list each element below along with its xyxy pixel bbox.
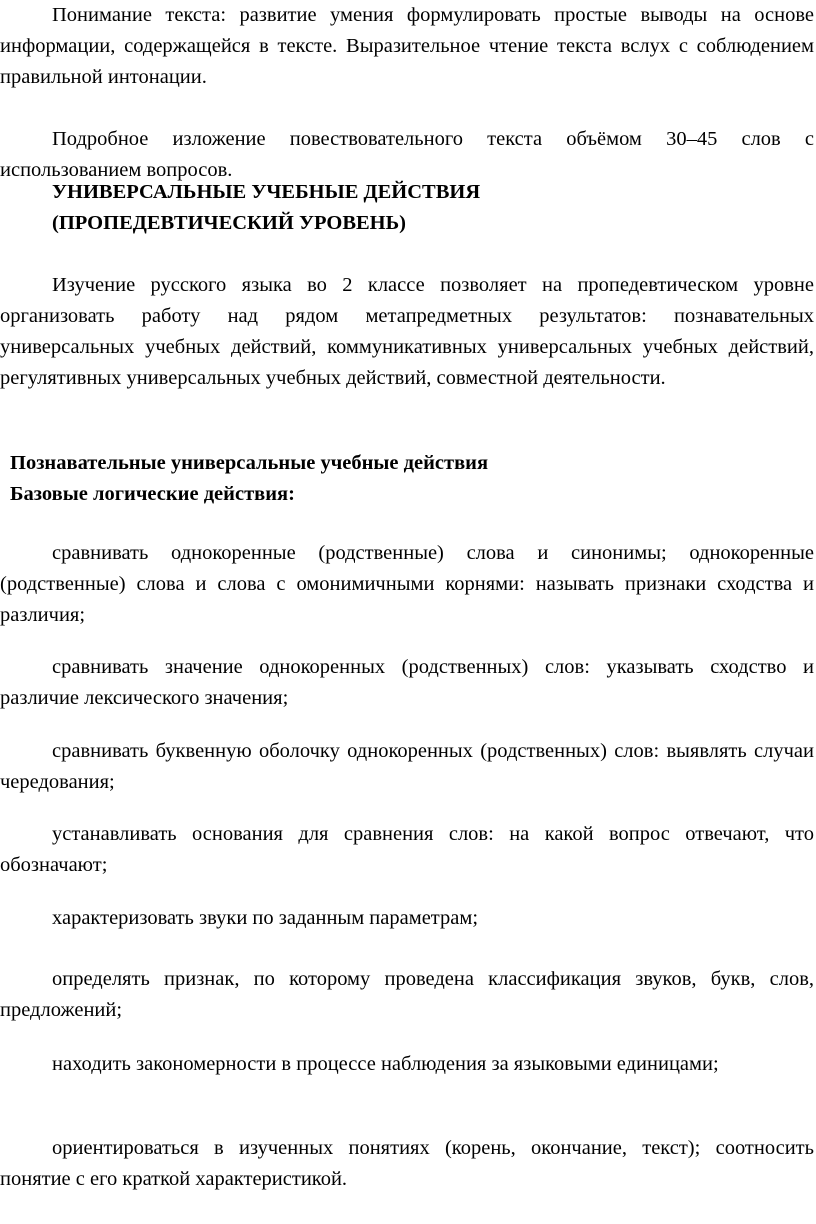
list-item: определять признак, по которому проведена классификация звуков, букв, слов, предложений; bbox=[0, 968, 814, 1021]
intro-paragraph-2: Подробное изложение повествовательного текста объёмом 30–45 слов с использованием вопросов. bbox=[0, 128, 814, 181]
list-item: характеризовать звуки по заданным параметрам; bbox=[52, 907, 479, 929]
list-item: сравнивать буквенную оболочку однокоренных (родственных) слов: выявлять случаи чередования; bbox=[0, 740, 814, 793]
list-item: сравнивать однокоренные (родственные) слова и синонимы; однокоренные (родственные) слова и слова с омонимичными корнями: называть признаки сходства и различия; bbox=[0, 542, 814, 626]
cognitive-title: Познавательные универсальные учебные действия bbox=[10, 452, 489, 474]
list-item: ориентироваться в изученных понятиях (корень, окончание, текст); соотносить понятие с его краткой характеристикой. bbox=[0, 1137, 814, 1190]
section-intro-paragraph: Изучение русского языка во 2 классе позволяет на пропедевтическом уровне организовать работу над рядом метапредметных результатов: познавательных универсальных учебных действий, коммуникативных универсальных учебных действий, регулятивных универсальных учебных действий, совместной деятельности. bbox=[0, 274, 814, 389]
intro-paragraph-1: Понимание текста: развитие умения формулировать простые выводы на основе информации, содержащейся в тексте. Выразительное чтение текста вслух с соблюдением правильной интонации. bbox=[0, 4, 814, 88]
list-item: сравнивать значение однокоренных (родственных) слов: указывать сходство и различие лексического значения; bbox=[0, 656, 814, 709]
section-title-line-1: УНИВЕРСАЛЬНЫЕ УЧЕБНЫЕ ДЕЙСТВИЯ bbox=[52, 181, 481, 203]
cognitive-subtitle: Базовые логические действия: bbox=[10, 483, 295, 505]
section-title-line-2: (ПРОПЕДЕВТИЧЕСКИЙ УРОВЕНЬ) bbox=[52, 212, 407, 234]
list-item: устанавливать основания для сравнения слов: на какой вопрос отвечают, что обозначают; bbox=[0, 823, 814, 876]
list-item: находить закономерности в процессе наблюдения за языковыми единицами; bbox=[52, 1053, 719, 1075]
